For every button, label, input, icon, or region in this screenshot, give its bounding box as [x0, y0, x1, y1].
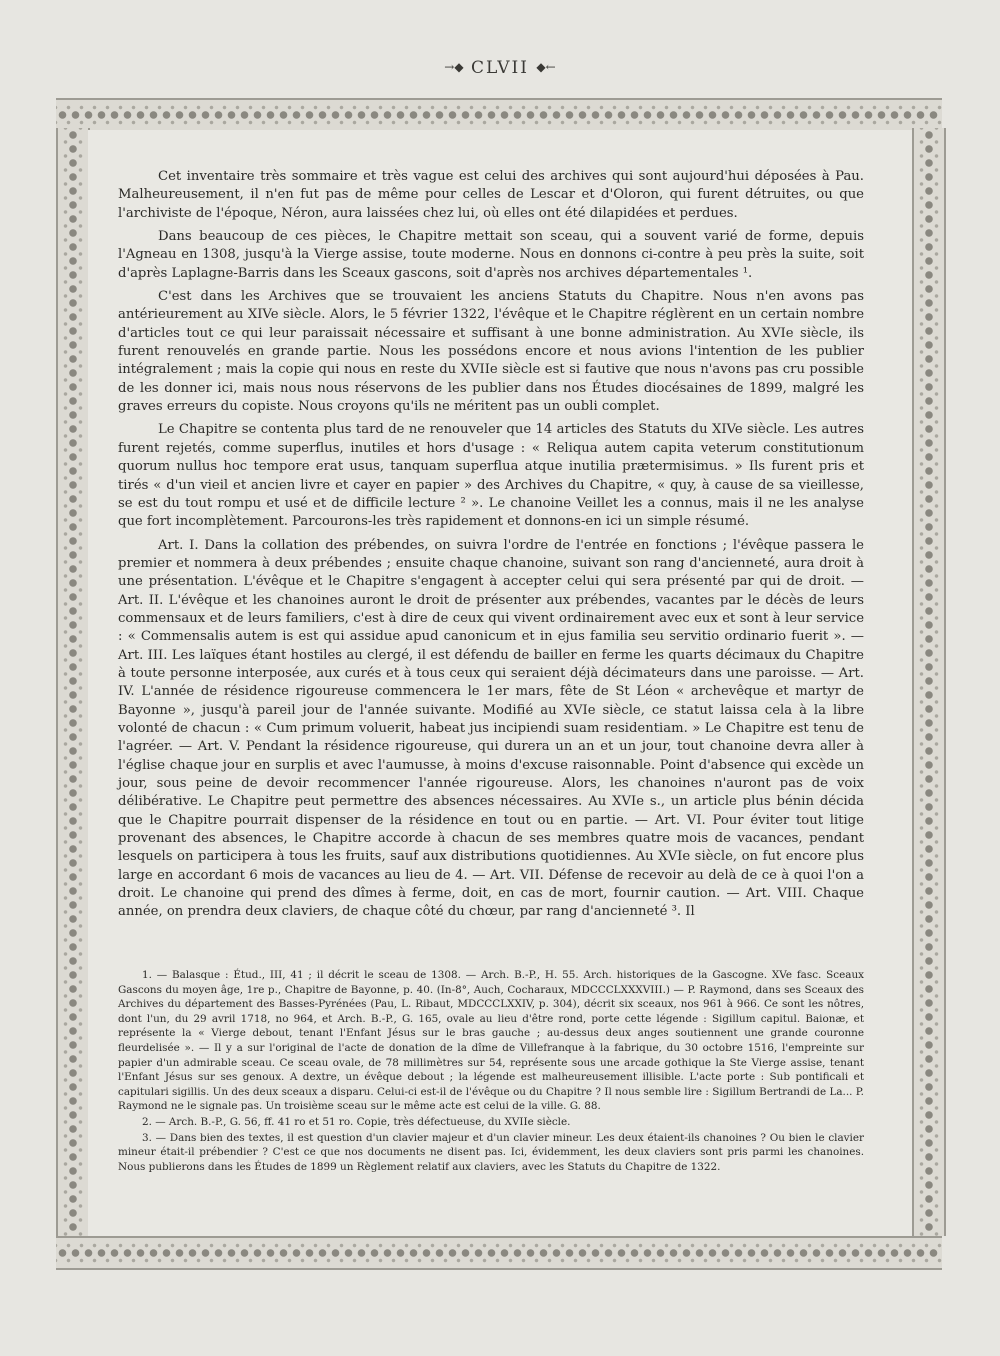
- ornamental-border-bottom: [56, 1236, 942, 1270]
- footnote-2: 2. — Arch. B.-P., G. 56, ff. 41 ro et 51 ro. Copie, très défectueuse, du XVIIe siècle.: [142, 1115, 571, 1128]
- paragraph-5: Art. I. Dans la collation des prébendes, on suivra l'ordre de l'entrée en fonctions ; l'évêque passera le premier et nommera à deux prébendes ; ensuite chaque chanoine, suivant son rang d'ancienneté, aura droit à une présentation. L'évêque et le Chapitre s'engagent à accepter celui qui sera présenté par qui de droit. — Art. II. L'évêque et les chanoines auront le droit de présenter aux prébendes, vacantes par le décès de leurs commensaux et de leurs familiers, c'est à dire de ceux qui vivent ordinairement avec eux et sont à leur service : « Commensalis autem is est qui assidue apud canonicum et in ejus familia seu servitio ordinario fuerit ». — Art. III. Les laïques étant hostiles au clergé, il est défendu de bailler en ferme les quarts décimaux du Chapitre à toute personne interposée, aux curés et à tous ceux qui seraient déjà décimateurs dans une paroisse. — Art. IV. L'année de résidence rigoureuse commencera le 1er mars, fête de St Léon « archevêque et martyr de Bayonne », jusqu'à pareil jour de l'année suivante. Modifié au XVIe siècle, ce statut laissa cela à la libre volonté de chacun : « Cum primum voluerit, habeat jus incipiendi suam residentiam. » Le Chapitre est tenu de l'agréer. — Art. V. Pendant la résidence rigoureuse, qui durera un an et un jour, tout chanoine devra aller à l'église chaque jour en surplis et avec l'aumusse, à moins d'excuse raisonnable. Point d'absence qui excède un jour, sous peine de devoir recommencer l'année rigoureuse. Alors, les chanoines n'auront pas de voix délibérative. Le Chapitre peut permettre des absences nécessaires. Au XVIe s., un article plus bénin décida que le Chapitre pourrait dispenser de la résidence en tout ou en partie. — Art. VI. Pour éviter tout litige provenant des absences, le Chapitre accorde à chacun de ses membres quatre mois de vacances, pendant lesquels on participera à tous les fruits, sauf aux distributions quotidiennes. Au XVIe siècle, on fut encore plus large en accordant 6 mois de vacances au lieu de 4. — Art. VII. Défense de recevoir au delà de ce à quoi l'on a droit. Le chanoine qui prend des dîmes à ferme, doit, en cas de mort, fournir caution. — Art. VIII. Chaque année, on prendra deux claviers, de chaque côté du chœur, par rang d'ancienneté ³. Il: [118, 537, 864, 920]
- main-text: [118, 168, 864, 927]
- paragraph-4: Le Chapitre se contenta plus tard de ne renouveler que 14 articles des Statuts du XIVe siècle. Les autres furent rejetés, comme superflus, inutiles et hors d'usage : « Reliqua autem capita veterum constitutionum quorum nullus hoc tempore erat usus, tanquam superflua atque inutilia prætermisimus. » Ils furent pris et tirés « d'un vieil et ancien livre et cayer en papier » des Archives du Chapitre, « quy, à cause de sa vieillesse, se est du tout rompu et usé et de difficile lecture ² ». Le chanoine Veillet les a connus, mais il ne les analyse que fort incomplètement. Parcourons-les très rapidement et donnons-en ici un simple résumé.: [118, 422, 864, 530]
- ornamental-border-top: [56, 98, 942, 132]
- right-ornament: ◆←: [536, 60, 556, 74]
- paragraph-1: Cet inventaire très sommaire et très vague est celui des archives qui sont aujourd'hui déposées à Pau. Malheureusement, il n'en fut pas de même pour celles de Lescar et d'Oloron, qui furent détruites, ou que l'archiviste de l'époque, Néron, aura laissées chez lui, où elles ont été dilapidées et perdues.: [118, 169, 864, 221]
- paragraph-3: C'est dans les Archives que se trouvaient les anciens Statuts du Chapitre. Nous n'en avons pas antérieurement au XIVe siècle. Alors, le 5 février 1322, l'évêque et le Chapitre réglèrent en un certain nombre d'articles tout ce qui leur paraissait nécessaire et suffisant à une bonne administration. Au XVIe siècle, ils furent renouvelés en grande partie. Nous les possédons encore et nous avions l'intention de les publier intégralement ; mais la copie qui nous en reste du XVIIe siècle est si fautive que nous n'avons pas cru possible de les donner ici, mais nous nous réservons de les publier dans nos Études diocésaines de 1899, malgré les graves erreurs du copiste. Nous croyons qu'ils ne méritent pas un oubli complet.: [118, 289, 864, 415]
- left-ornament: →◆: [444, 60, 464, 74]
- page-header: [0, 58, 1000, 78]
- paragraph-2: Dans beaucoup de ces pièces, le Chapitre mettait son sceau, qui a souvent varié de forme, depuis l'Agneau en 1308, jusqu'à la Vierge assise, toute moderne. Nous en donnons ci-contre à peu près la suite, soit d'après Laplagne-Barris dans les Sceaux gascons, soit d'après nos archives départementales ¹.: [118, 229, 864, 281]
- ornamental-border-right: [912, 128, 946, 1236]
- ornamental-border-left: [56, 128, 90, 1236]
- footnote-3: 3. — Dans bien des textes, il est question d'un clavier majeur et d'un clavier mineur. Les deux étaient-ils chanoines ? Ou bien le clavier mineur était-il prébendier ? C'est ce que nos documents ne disent pas. Ici, évidemment, les deux claviers sont pris parmi les chanoines. Nous publierons dans les Études de 1899 un Règlement relatif aux claviers, avec les Statuts du Chapitre de 1322.: [118, 1131, 864, 1173]
- page-number: CLVII: [471, 58, 529, 78]
- footnotes: [118, 968, 864, 1174]
- footnote-1: 1. — Balasque : Étud., III, 41 ; il décrit le sceau de 1308. — Arch. B.-P., H. 55. Arch. historiques de la Gascogne. XVe fasc. Sceaux Gascons du moyen âge, 1re p., Chapitre de Bayonne, p. 40. (In-8°, Auch, Cocharaux, MDCCCLXXXVIII.) — P. Raymond, dans ses Sceaux des Archives du département des Basses-Pyrénées (Pau, L. Ribaut, MDCCCLXXIV, p. 304), décrit six sceaux, nos 961 à 966. Ce sont les nôtres, dont l'un, du 29 avril 1718, no 964, et Arch. B.-P., G. 165, ovale au lieu d'être rond, porte cette légende : Sigillum capitul. Baionæ, et représente la « Vierge debout, tenant l'Enfant Jésus sur le bras gauche ; au-dessus deux anges soutiennent une grande couronne fleurdelisée ». — Il y a sur l'original de l'acte de donation de la dîme de Villefranque à la fabrique, du 30 octobre 1516, l'empreinte sur papier d'un admirable sceau. Ce sceau ovale, de 78 millimètres sur 54, représente sous une arcade gothique la Ste Vierge assise, tenant l'Enfant Jésus sur ses genoux. A dextre, un évêque debout ; la légende est malheureusement illisible. L'acte porte : Sub pontificali et capitulari sigillis. Un des deux sceaux a disparu. Celui-ci est-il de l'évêque ou du Chapitre ? Il nous semble lire : Sigillum Bertrandi de La... P. Raymond ne le signale pas. Un troisième sceau sur le même acte est celui de la ville. G. 88.: [118, 969, 864, 1113]
